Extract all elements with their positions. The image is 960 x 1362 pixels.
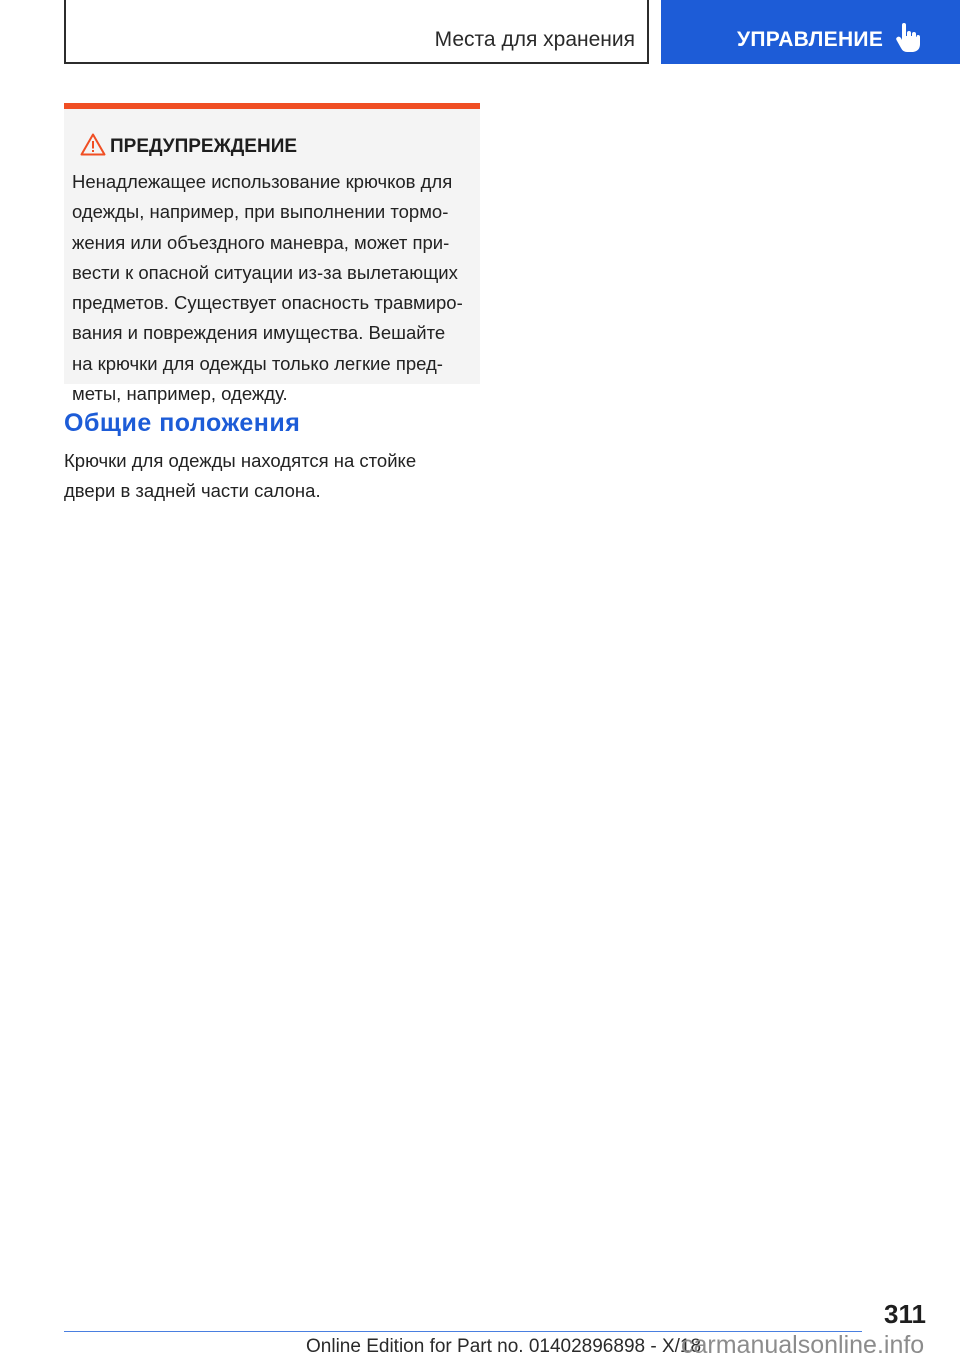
warning-text-line: жения или объездного маневра, может при-: [72, 231, 450, 253]
warning-text-line: вания и повреждения имущества. Вешайте: [72, 322, 446, 344]
warning-text-line: меты, например, одежду.: [72, 383, 288, 405]
warning-text-line: вести к опасной ситуации из-за вылетающих: [72, 261, 458, 283]
warning-box: [64, 103, 480, 405]
pointing-hand-icon: [895, 22, 921, 54]
warning-text-line: предметов. Существует опасность травмиро-: [72, 292, 463, 314]
footer-watermark: carmanualsonline.info: [681, 1331, 925, 1359]
footer-edition: Online Edition for Part no. 01402896898 - X/18: [306, 1336, 702, 1357]
section-text: [64, 446, 480, 507]
warning-triangle-icon: [80, 133, 106, 156]
section-title: Места для хранения: [434, 28, 635, 51]
warning-title: ПРЕДУПРЕЖДЕНИЕ: [110, 136, 298, 157]
warning-text-line: на крючки для одежды только легкие пред-: [72, 352, 443, 374]
warning-text-line: одежды, например, при выполнении тормо-: [72, 201, 449, 223]
warning-text-line: Ненадлежащее использование крючков для: [72, 171, 453, 192]
section-text-line: двери в задней части салона.: [64, 480, 321, 502]
chapter-title: УПРАВЛЕНИЕ: [737, 28, 884, 51]
section-heading: Общие положения: [64, 409, 301, 437]
chapter-tab[interactable]: [661, 0, 960, 64]
warning-text: [72, 167, 476, 409]
page-number: 311: [884, 1299, 926, 1329]
section-text-line: Крючки для одежды находятся на стойке: [64, 450, 417, 471]
header-section-box: [64, 0, 649, 64]
